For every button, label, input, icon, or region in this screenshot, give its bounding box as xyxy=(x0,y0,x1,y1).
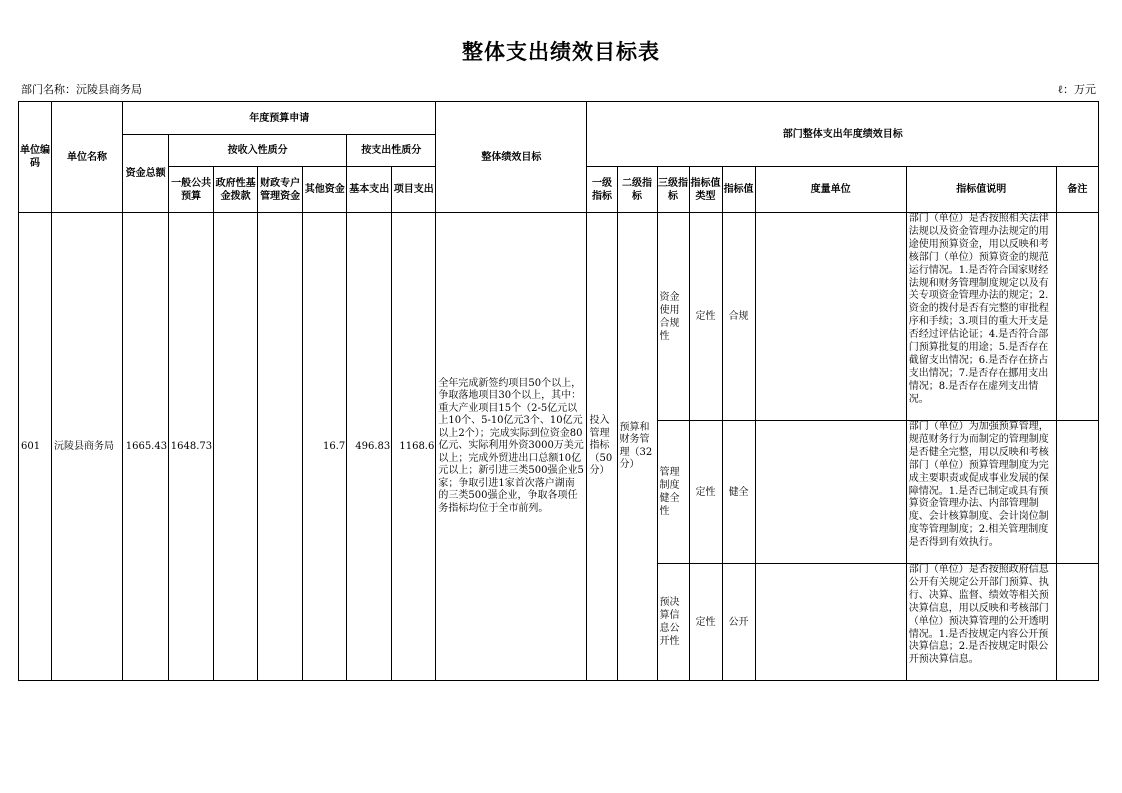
header-by-income: 按收入性质分 xyxy=(169,135,347,167)
page-title: 整体支出绩效目标表 xyxy=(462,40,660,64)
header-indicator-type: 指标值类型 xyxy=(689,167,722,213)
cell-measure-unit xyxy=(755,564,906,681)
cell-indicator-desc: 部门（单位）是否按照相关法律法规以及资金管理办法规定的用途使用预算资金，用以反映和考核部门（单位）预算资金的规范运行情况。1.是否符合国家财经法规和财务管理制度规定以及有关专项资金管理办法的规定；2.资金的拨付是否有完整的审批程序和手续；3.项目的重大开支是否经过评估论证；4.是否符合部门预算批复的用途；5.是否存在截留支出情况；6.是否存在挤占支出情况；7.是否存在挪用支出情况；8.是否存在虚列支出情况。 xyxy=(908,213,1049,405)
cell-measure-unit xyxy=(755,421,906,564)
header-total-funds: 资金总额 xyxy=(123,135,169,213)
cell-level2: 预算和财务管理（32分） xyxy=(617,213,657,681)
header-unit-code: 单位编码 xyxy=(19,102,52,213)
performance-table xyxy=(18,101,1099,681)
header-level2: 二级指标 xyxy=(617,167,657,213)
cell-total-funds: 1665.43 xyxy=(123,213,169,681)
cell-overall-goal: 全年完成新签约项目50个以上，争取落地项目30个以上，其中：重大产业项目15个（2-5亿元以上10个、5-10亿元3个、10亿元以上2个）；完成实际到位资金80亿元、实际利用外资3000万美元以上；完成外贸进出口总额10亿元以上；新引进三类500强企业5家；争取引进1家首次落户湖南的三类500强企业，争取各项任务指标均位于全市前列。 xyxy=(436,213,587,681)
cell-indicator-desc: 部门（单位）是否按照政府信息公开有关规定公开部门预算、执行、决算、监督、绩效等相关预决算信息，用以反映和考核部门（单位）预决算管理的公开透明情况。1.是否按规定内容公开预决算信息；2.是否按规定时限公开预决算信息。 xyxy=(908,564,1049,666)
cell-general-budget: 1648.73 xyxy=(169,213,214,681)
header-annual-budget: 年度预算申请 xyxy=(123,102,436,135)
header-indicator-desc: 指标值说明 xyxy=(906,167,1056,213)
cell-gov-fund xyxy=(214,213,258,681)
header-dept-goal: 部门整体支出年度绩效目标 xyxy=(587,102,1099,167)
header-level3: 三级指标 xyxy=(657,167,689,213)
cell-indicator-value: 合规 xyxy=(722,213,755,421)
header-general-budget: 一般公共预算 xyxy=(169,167,214,213)
cell-indicator-value: 公开 xyxy=(722,564,755,681)
cell-basic-expense: 496.83 xyxy=(347,213,392,681)
header-unit-name: 单位名称 xyxy=(52,102,123,213)
header-overall-goal: 整体绩效目标 xyxy=(436,102,587,213)
cell-remarks xyxy=(1056,564,1098,681)
header-fiscal-special: 财政专户管理资金 xyxy=(258,167,303,213)
header-measure-unit: 度量单位 xyxy=(755,167,906,213)
table-row xyxy=(19,213,1099,421)
cell-level1: 投入管理指标（50分） xyxy=(587,213,617,681)
cell-measure-unit xyxy=(755,213,906,421)
header-level1: 一级指标 xyxy=(587,167,617,213)
cell-indicator-type: 定性 xyxy=(689,213,722,421)
header-basic-expense: 基本支出 xyxy=(347,167,392,213)
header-remarks: 备注 xyxy=(1056,167,1098,213)
cell-level3: 预决算信息公开性 xyxy=(657,564,689,681)
cell-indicator-type: 定性 xyxy=(689,564,722,681)
header-other-funds: 其他资金 xyxy=(303,167,347,213)
unit-label: ℓ：万元 xyxy=(1057,83,1096,96)
cell-unit-code: 601 xyxy=(19,213,52,681)
cell-project-expense: 1168.6 xyxy=(392,213,436,681)
header-project-expense: 项目支出 xyxy=(392,167,436,213)
cell-remarks xyxy=(1056,213,1098,421)
department-name: 部门名称：沅陵县商务局 xyxy=(21,83,142,96)
cell-unit-name: 沅陵县商务局 xyxy=(52,213,123,681)
cell-level3: 管理制度健全性 xyxy=(657,421,689,564)
header-gov-fund: 政府性基金拨款 xyxy=(214,167,258,213)
header-indicator-value: 指标值 xyxy=(722,167,755,213)
cell-remarks xyxy=(1056,421,1098,564)
cell-indicator-type: 定性 xyxy=(689,421,722,564)
cell-fiscal-special xyxy=(258,213,303,681)
cell-indicator-value: 健全 xyxy=(722,421,755,564)
cell-indicator-desc: 部门（单位）为加强预算管理，规范财务行为而制定的管理制度是否健全完整，用以反映和考核部门（单位）预算管理制度为完成主要职责或促成事业发展的保障情况。1.是否已制定或具有预算资金管理办法、内部管理制度、会计核算制度、会计岗位制度等管理制度；2.相关管理制度是否得到有效执行。 xyxy=(908,421,1049,549)
header-by-expense: 按支出性质分 xyxy=(347,135,436,167)
cell-other-funds: 16.7 xyxy=(303,213,347,681)
cell-level3: 资金使用合规性 xyxy=(657,213,689,421)
